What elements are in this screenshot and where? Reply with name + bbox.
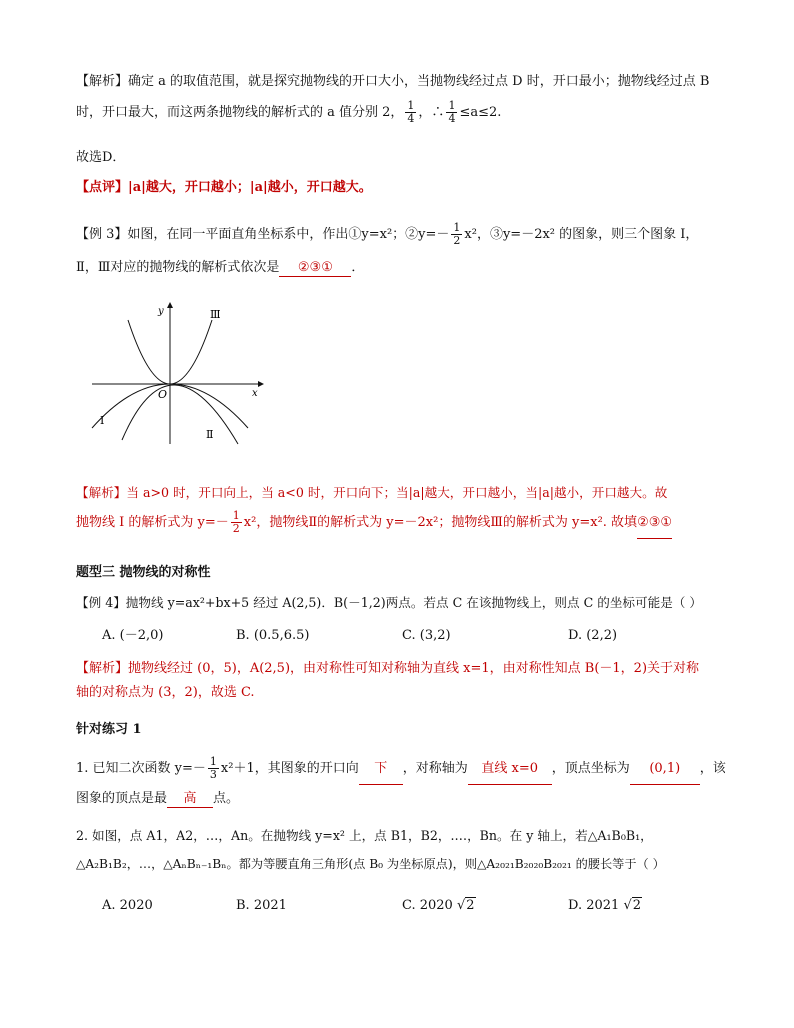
analysis1-line1: 【解析】确定 a 的取值范围，就是探究抛物线的开口大小，当抛物线经过点 D 时，开口最小；抛物线经过点 B <box>76 74 710 89</box>
practice-q1-line1: 1. 已知二次函数 y=－ $\frac{1}{3}$ x²＋1，其图象的开口向 下 ，对称轴为 直线 x=0 ，顶点坐标为 (0,1) ，该 <box>76 754 726 784</box>
sqrt-icon-2: √ <box>623 898 632 913</box>
q1-blank-highlow[interactable]: 高 <box>167 791 213 808</box>
q1-blank-opening[interactable]: 下 <box>359 754 403 785</box>
example4-option-d[interactable]: D. (2,2) <box>568 628 618 643</box>
practice-q2-option-d[interactable]: D. 2021 √2 <box>568 898 642 913</box>
analysis3-answer: ②③① <box>637 508 672 539</box>
fraction-one-quarter-2: $\frac{1}{4}$ <box>448 99 456 125</box>
example4-analysis-line1: 【解析】抛物线经过 (0，5)，A(2,5)，由对称性可知对称轴为直线 x=1，由对称性知点 B(－1，2)关于对称 <box>76 661 700 676</box>
section3-title: 题型三 抛物线的对称性 <box>76 565 211 580</box>
analysis3-line2: 抛物线 I 的解析式为 y=－ $\frac{1}{2}$ x²，抛物线Ⅱ的解析式为 y=－2x²；抛物线Ⅲ的解析式为 y=x². 故填②③① <box>76 508 672 538</box>
curve-label-II: Ⅱ <box>206 428 214 441</box>
analysis1-choose: 故选D． <box>76 150 126 165</box>
fraction-one-third: $\frac{1}{3}$ <box>209 755 217 781</box>
analysis3-line1: 【解析】当 a>0 时，开口向上，当 a<0 时，开口向下；当|a|越大，开口越小，当|a|越小，开口越大。故 <box>76 485 668 500</box>
example4-option-c[interactable]: C. (3,2) <box>402 628 451 643</box>
practice-q2-option-a[interactable]: A. 2020 <box>102 898 153 913</box>
practice-q2-option-b[interactable]: B. 2021 <box>236 898 287 913</box>
x-axis-label: x <box>252 388 258 399</box>
example4-option-a[interactable]: A. (－2,0) <box>102 628 164 643</box>
example4-analysis-line2: 轴的对称点为 (3，2)，故选 C. <box>76 685 255 700</box>
q1-blank-axis[interactable]: 直线 x=0 <box>468 754 552 785</box>
fraction-one-half-2: $\frac{1}{2}$ <box>232 509 240 535</box>
curve-label-III: Ⅲ <box>210 308 221 321</box>
practice-q2-option-c[interactable]: C. 2020 √2 <box>402 898 475 913</box>
practice-q2-line1: 2. 如图，点 A1，A2，…，An。在抛物线 y=x² 上，点 B1，B2，.…，Bn。在 y 轴上，若△A₁B₀B₁， <box>76 828 653 843</box>
curve-label-I: I <box>100 414 105 427</box>
example4-question: 【例 4】抛物线 y=ax²+bx+5 经过 A(2,5)．B(－1,2)两点。若点 C 在该抛物线上，则点 C 的坐标可能是（ ） <box>76 595 702 610</box>
practice-q2-line2: △A₂B₁B₂，…，△AₙBₙ₋₁Bₙ。都为等腰直角三角形(点 B₀ 为坐标原点)，则△A₂₀₂₁B₂₀₂₀B₂₀₂₁ 的腰长等于（ ） <box>76 857 665 871</box>
example3-line1: 【例 3】如图，在同一平面直角坐标系中，作出①y=x²；②y=－ $\frac{1}{2}$ x²，③y=－2x² 的图象，则三个图象 I， <box>76 221 699 247</box>
comment-line: 【点评】|a|越大，开口越小；|a|越小，开口越大。 <box>76 180 372 195</box>
example3-line2: Ⅱ，Ⅲ对应的抛物线的解析式依次是 ②③① ． <box>76 260 365 275</box>
x-axis-arrow-icon <box>258 381 264 387</box>
practice-q1-line2: 图象的顶点是最 高 点。 <box>76 791 240 806</box>
parabola-graph <box>88 300 268 450</box>
q1-blank-vertex[interactable]: (0,1) <box>630 754 700 785</box>
origin-label: O <box>158 388 168 401</box>
sqrt-icon: √ <box>456 898 466 913</box>
y-axis-arrow-icon <box>167 302 173 308</box>
fraction-one-half: $\frac{1}{2}$ <box>453 221 461 247</box>
fraction-one-quarter: $\frac{1}{4}$ <box>407 99 415 125</box>
practice-title: 针对练习 1 <box>76 722 142 737</box>
example4-option-b[interactable]: B. (0.5,6.5) <box>236 628 310 643</box>
y-axis-label: y <box>158 306 164 317</box>
parabola-curve-II <box>122 385 238 444</box>
example3-answer-blank[interactable]: ②③① <box>279 260 351 277</box>
analysis1-line2: 时，开口最大，而这两条抛物线的解析式的 a 值分别 2， $\frac{1}{4}$ ，∴ $\frac{1}{4}$ ≤a≤2. <box>76 99 502 125</box>
